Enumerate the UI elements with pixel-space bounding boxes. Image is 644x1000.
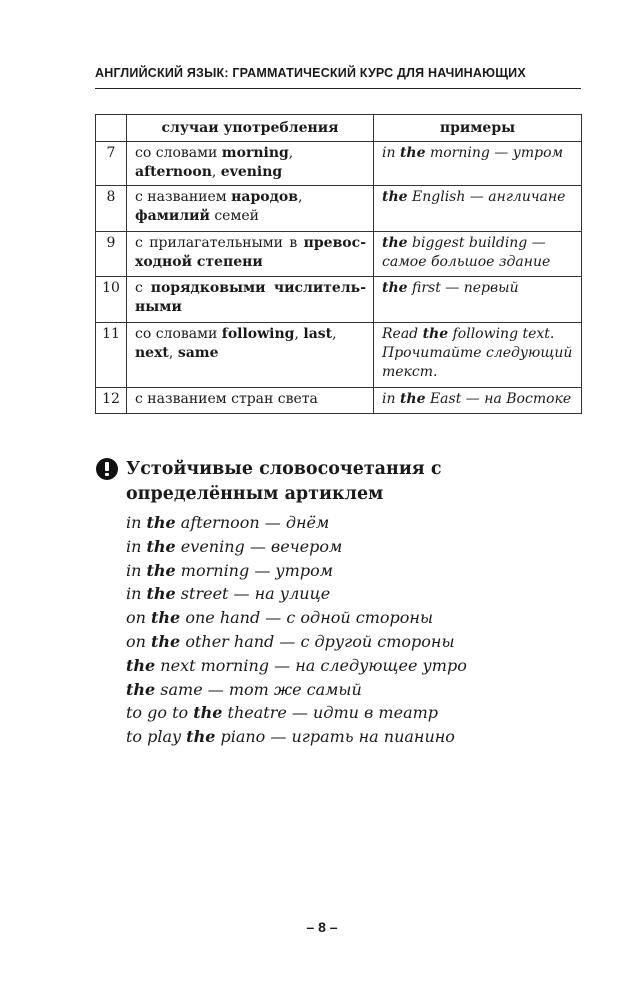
text-run: , xyxy=(297,189,303,205)
text-run: in xyxy=(126,560,147,580)
text-run: to go to xyxy=(126,703,194,723)
bold-term: the xyxy=(422,326,449,342)
text-run: street — на улице xyxy=(175,584,331,604)
bold-term: afternoon xyxy=(135,164,212,180)
row-number: 7 xyxy=(96,142,127,186)
table-row xyxy=(96,323,582,388)
exclamation-circle-icon xyxy=(96,458,118,480)
bold-term: the xyxy=(146,560,176,580)
text-run: morning — утром xyxy=(175,560,333,580)
text-run: morning — утром xyxy=(425,145,564,161)
text-run: other hand — с другой стороны xyxy=(180,631,455,651)
bold-term: the xyxy=(146,536,176,556)
table-row xyxy=(96,388,582,414)
bold-term: last xyxy=(303,326,333,342)
bold-term: порядковыми числительными xyxy=(135,280,366,315)
phrase-item xyxy=(126,654,581,678)
usage-table xyxy=(95,114,582,414)
bold-term: evening xyxy=(220,164,283,180)
text-run: , xyxy=(294,326,304,342)
bold-term: the xyxy=(382,280,408,296)
column-header-number xyxy=(96,115,127,142)
row-number: 11 xyxy=(96,323,127,388)
text-run: evening — вечером xyxy=(175,536,343,556)
example-cell xyxy=(374,232,582,277)
bold-term: the xyxy=(146,584,176,604)
text-run: с прилагательными в xyxy=(135,235,304,251)
usage-cell xyxy=(127,142,374,186)
usage-cell xyxy=(127,232,374,277)
row-number: 10 xyxy=(96,277,127,323)
bold-term: the xyxy=(151,608,181,628)
text-run: со словами xyxy=(135,326,222,342)
text-run: in xyxy=(382,391,400,407)
bold-term: народов xyxy=(231,189,298,205)
phrase-list xyxy=(126,511,581,749)
bold-term: same xyxy=(177,345,219,361)
header-rule xyxy=(95,88,581,89)
row-number: 8 xyxy=(96,186,127,232)
text-run: in xyxy=(126,584,147,604)
text-run: on xyxy=(126,608,152,628)
running-header: АНГЛИЙСКИЙ ЯЗЫК: ГРАММАТИЧЕСКИЙ КУРС ДЛЯ НАЧИНАЮЩИХ xyxy=(95,66,526,80)
bold-term: the xyxy=(146,513,176,532)
example-cell xyxy=(374,186,582,232)
bold-term: morning xyxy=(221,145,289,161)
bold-term: превосходной степени xyxy=(135,235,366,270)
text-run: following text. Прочитайте следующий текст. xyxy=(382,326,573,380)
usage-cell xyxy=(127,323,374,388)
phrase-item xyxy=(126,559,581,583)
column-header-usage: случаи употребления xyxy=(127,115,374,142)
text-run: to play xyxy=(126,727,187,747)
text-run: семей xyxy=(209,208,259,224)
text-run: piano — играть на пианино xyxy=(215,727,455,747)
phrase-item xyxy=(126,630,581,654)
usage-cell xyxy=(127,277,374,323)
text-run: one hand — с одной стороны xyxy=(180,608,433,628)
text-run: , xyxy=(211,164,221,180)
text-run: in xyxy=(126,513,147,532)
text-run: со словами xyxy=(135,145,222,161)
text-run: in xyxy=(382,145,400,161)
table-row xyxy=(96,232,582,277)
phrase-item xyxy=(126,511,581,535)
phrase-item xyxy=(126,678,581,702)
text-run: , xyxy=(332,326,337,342)
bold-term: фамилий xyxy=(135,208,210,224)
text-run: theatre — идти в театр xyxy=(222,703,439,723)
bold-term: the xyxy=(193,703,223,723)
table-row xyxy=(96,186,582,232)
table-header-row xyxy=(96,115,582,142)
bold-term: next xyxy=(135,345,169,361)
row-number: 12 xyxy=(96,388,127,414)
table-row xyxy=(96,277,582,323)
example-cell xyxy=(374,277,582,323)
table-row xyxy=(96,142,582,186)
bold-term: the xyxy=(399,391,426,407)
example-cell xyxy=(374,323,582,388)
row-number: 9 xyxy=(96,232,127,277)
text-run: afternoon — днём xyxy=(175,513,330,532)
text-run: с xyxy=(135,280,151,296)
example-cell xyxy=(374,142,582,186)
bold-term: the xyxy=(382,235,408,251)
text-run: next morning — на следующее утро xyxy=(155,655,467,675)
bold-term: the xyxy=(399,145,426,161)
text-run: Read xyxy=(382,326,423,342)
phrase-item xyxy=(126,725,581,749)
usage-cell xyxy=(127,186,374,232)
example-cell xyxy=(374,388,582,414)
usage-cell xyxy=(127,388,374,414)
page-number: – 8 – xyxy=(306,919,338,935)
bold-term: the xyxy=(126,679,156,699)
text-run: on xyxy=(126,631,152,651)
bold-term: the xyxy=(382,189,408,205)
text-run: , xyxy=(288,145,294,161)
text-run: English — англичане xyxy=(407,189,566,205)
text-run: same — тот же самый xyxy=(155,679,362,699)
table-body xyxy=(96,142,582,414)
text-run: first — первый xyxy=(407,280,519,296)
column-header-examples: примеры xyxy=(374,115,582,142)
text-run: с названием xyxy=(135,189,232,205)
phrase-item xyxy=(126,606,581,630)
bold-term: the xyxy=(151,631,181,651)
phrase-item xyxy=(126,535,581,559)
bold-term: the xyxy=(126,655,156,675)
section-title: Устойчивые словосочетания с определённым артиклем xyxy=(126,459,442,504)
bold-term: following xyxy=(221,326,295,342)
phrase-item xyxy=(126,701,581,725)
text-run: , xyxy=(168,345,178,361)
bold-term: the xyxy=(186,727,216,747)
text-run: East — на Востоке xyxy=(425,391,572,407)
phrase-item xyxy=(126,582,581,606)
text-run: с названием стран света xyxy=(135,391,318,407)
text-run: in xyxy=(126,536,147,556)
text-run: biggest building — самое большое здание xyxy=(382,235,551,270)
